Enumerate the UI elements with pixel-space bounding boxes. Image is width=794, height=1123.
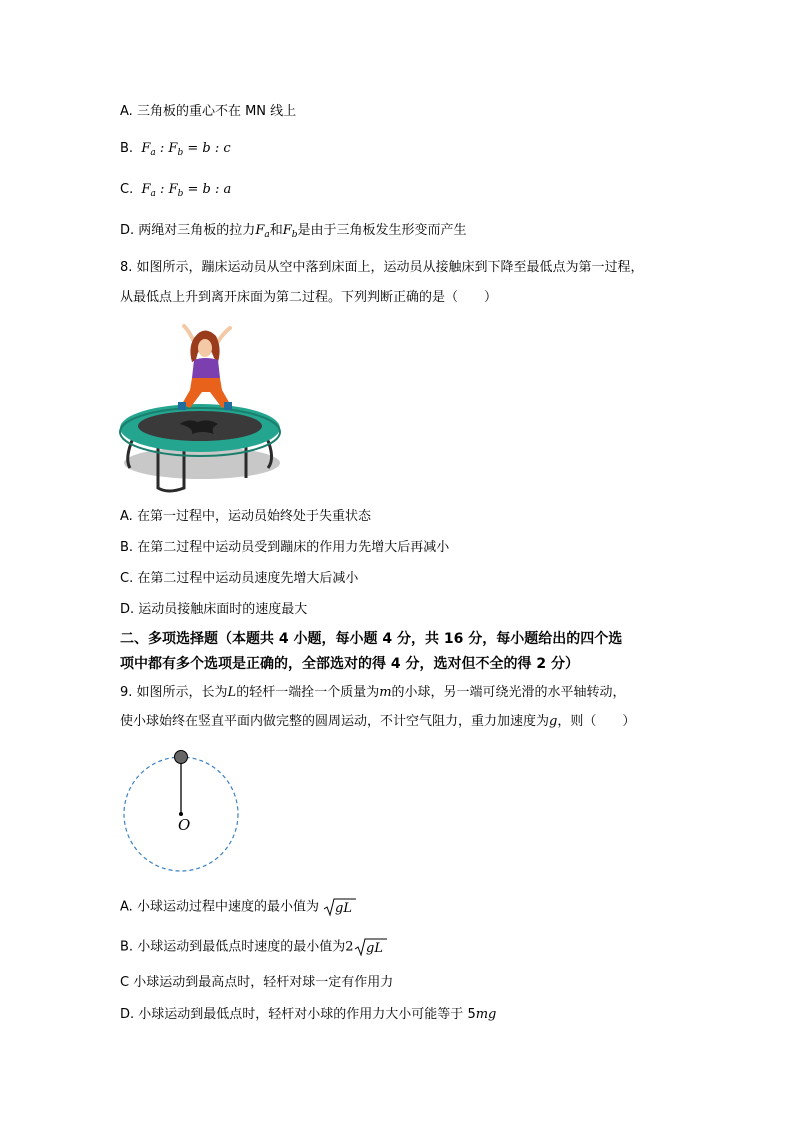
q8-option-a: A. 在第一过程中，运动员始终处于失重状态 <box>120 509 371 524</box>
jumper-face <box>198 339 212 357</box>
option-letter: A. <box>120 104 133 119</box>
q9-stem-line2: 使小球始终在竖直平面内做完整的圆周运动，不计空气阻力，重力加速度为g，则（ ） <box>120 714 636 729</box>
option-b-prev <box>120 139 231 163</box>
force-ratio-b: $F_a$ : $F_b = b$ : c <box>141 141 231 158</box>
ball <box>175 751 188 764</box>
q9-option-b: B. 小球运动到最低点时速度的最小值为2 gL <box>120 936 388 958</box>
q9-stem-line1: 9. 如图所示，长为L的轻杆一端拴一个质量为m的小球，另一端可绕光滑的水平轴转动， <box>120 685 626 700</box>
option-letter: B. <box>120 141 134 156</box>
svg-text:gL: gL <box>365 941 383 956</box>
pivot-label-O: O <box>178 816 191 834</box>
q9-option-c: C 小球运动到最高点时，轻杆对球一定有作用力 <box>120 975 394 990</box>
jumper-shoe <box>178 402 186 410</box>
sqrt-gL <box>323 896 357 918</box>
force-ratio-c: $F_a$ : $F_b = b$ : a <box>141 182 232 199</box>
q8-option-b: B. 在第二过程中运动员受到蹦床的作用力先增大后再减小 <box>120 540 450 555</box>
option-c-prev <box>120 180 231 204</box>
q8-option-d: D. 运动员接触床面时的速度最大 <box>120 602 308 617</box>
q9-option-d: D. 小球运动到最低点时，轻杆对小球的作用力大小可能等于 5mg <box>120 1007 497 1022</box>
option-text: 三角板的重心不在 MN 线上 <box>136 104 297 119</box>
q8-stem-line1: 8. 如图所示，蹦床运动员从空中落到床面上，运动员从接触床到下降至最低点为第一过程， <box>120 260 644 275</box>
jumper-pants <box>182 378 230 408</box>
jumper-shoe <box>224 402 232 410</box>
sqrt-gL <box>354 936 388 958</box>
q8-stem-line2: 从最低点上升到离开床面为第二过程。下列判断正确的是（ ） <box>120 290 498 305</box>
section-heading-line2: 项中都有多个选项是正确的，全部选对的得 4 分，选对但不全的得 2 分） <box>120 656 579 672</box>
svg-text:gL: gL <box>335 901 353 916</box>
jumper-shirt <box>192 358 220 378</box>
option-letter: D. <box>120 223 135 238</box>
q8-option-c: C. 在第二过程中运动员速度先增大后减小 <box>120 571 359 586</box>
option-letter: C. <box>120 182 134 197</box>
section-heading-line1: 二、多项选择题（本题共 4 小题，每小题 4 分，共 16 分，每小题给出的四个选 <box>120 631 623 647</box>
option-a-prev <box>120 102 296 122</box>
circle-motion-figure <box>118 748 244 874</box>
jumper-figure <box>178 326 232 410</box>
trampoline-figure <box>118 318 283 498</box>
q9-option-a: A. 小球运动过程中速度的最小值为 gL <box>120 896 357 918</box>
option-d-prev: D. 两绳对三角板的拉力$F_a$和$F_b$是由于三角板发生形变而产生 <box>120 223 467 240</box>
